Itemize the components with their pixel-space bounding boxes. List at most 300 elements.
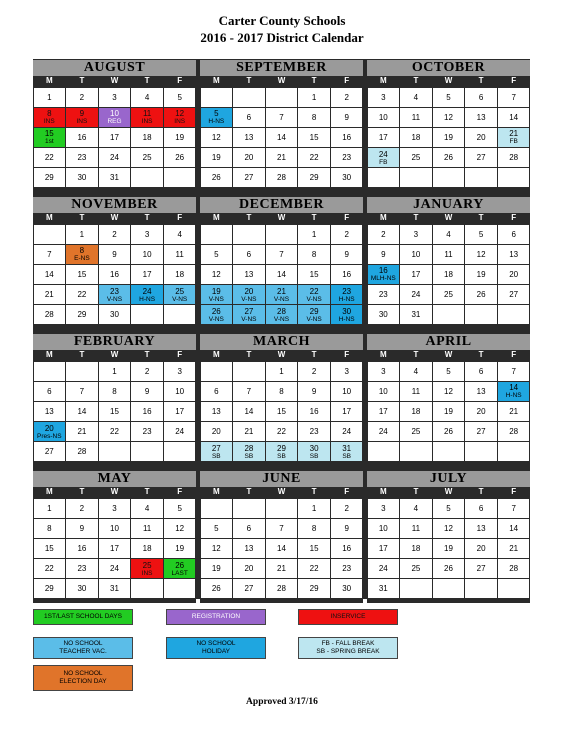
day-number: 5 <box>446 366 451 376</box>
day-number: 14 <box>77 406 87 416</box>
day-number: 16 <box>110 269 119 279</box>
day-cell <box>465 285 497 304</box>
day-number: 27 <box>44 447 54 457</box>
day-cell <box>233 245 265 264</box>
day-cell <box>400 539 432 558</box>
month-name: JULY <box>367 471 530 487</box>
day-number: 24 <box>110 153 119 163</box>
weekday-header: F <box>344 76 350 85</box>
day-cell <box>400 128 432 147</box>
weekday-header: F <box>177 487 183 496</box>
weekday-header: M <box>379 487 387 496</box>
day-code: H-NS <box>208 118 225 126</box>
day-cell <box>400 148 432 167</box>
weekday-header: W <box>444 487 453 496</box>
weekday-header: T <box>478 213 484 222</box>
weekday-header: W <box>444 213 453 222</box>
day-cell <box>498 245 530 264</box>
day-cell <box>233 402 265 421</box>
day-number: 18 <box>444 269 453 279</box>
day-cell <box>201 442 233 461</box>
day-number: 27 <box>244 173 254 183</box>
day-cell <box>66 499 98 518</box>
day-number: 28 <box>277 173 286 183</box>
day-number: 17 <box>411 269 421 279</box>
day-number: 14 <box>277 543 286 553</box>
day-number: 18 <box>411 543 421 553</box>
day-cell <box>298 285 330 304</box>
weekday-header: T <box>413 487 419 496</box>
day-number: 31 <box>342 443 352 453</box>
day-number: 25 <box>142 560 152 570</box>
day-number: 4 <box>413 92 419 102</box>
day-number: 30 <box>342 306 352 316</box>
day-cell <box>266 499 298 518</box>
day-cell <box>368 88 400 107</box>
month-name: AUGUST <box>33 60 196 76</box>
day-number: 22 <box>309 286 319 296</box>
day-cell <box>368 305 400 324</box>
day-code: V-NS <box>172 295 188 303</box>
day-cell <box>465 442 497 461</box>
day-number: 18 <box>411 132 421 142</box>
day-number: 6 <box>478 503 484 513</box>
day-cell <box>400 499 432 518</box>
day-cell <box>331 285 363 304</box>
day-number: 9 <box>112 249 117 259</box>
day-cell <box>331 108 363 127</box>
day-number: 27 <box>244 306 254 316</box>
calendar-grid <box>33 59 530 599</box>
day-cell <box>433 442 465 461</box>
day-number: 2 <box>79 92 85 102</box>
day-number: 25 <box>142 153 152 163</box>
day-cell <box>433 579 465 598</box>
day-cell <box>298 168 330 187</box>
day-cell <box>368 559 400 578</box>
day-number: 13 <box>244 269 254 279</box>
day-cell <box>400 422 432 441</box>
day-cell <box>331 402 363 421</box>
day-number: 5 <box>214 249 219 259</box>
weekday-header: W <box>110 350 119 359</box>
day-cell <box>400 559 432 578</box>
weekday-header: W <box>277 350 286 359</box>
day-number: 20 <box>476 132 486 142</box>
day-number: 14 <box>44 269 54 279</box>
day-number: 2 <box>311 366 317 376</box>
day-cell <box>99 579 131 598</box>
day-number: 13 <box>476 386 486 396</box>
day-cell <box>34 402 66 421</box>
day-cell <box>131 265 163 284</box>
day-number: 27 <box>211 443 221 453</box>
day-cell <box>131 148 163 167</box>
day-number: 19 <box>444 543 453 553</box>
day-number: 19 <box>175 132 185 142</box>
month-name: APRIL <box>367 334 530 350</box>
day-number: 10 <box>378 523 388 533</box>
day-cell <box>164 168 196 187</box>
day-cell <box>34 382 66 401</box>
day-cell <box>498 305 530 324</box>
weekday-header: W <box>110 76 119 85</box>
weekday-header: F <box>177 76 183 85</box>
day-cell <box>233 128 265 147</box>
day-cell <box>465 519 497 538</box>
day-cell <box>498 265 530 284</box>
day-cell <box>433 402 465 421</box>
day-number: 9 <box>79 109 85 119</box>
day-cell <box>131 402 163 421</box>
day-number: 22 <box>277 427 286 437</box>
day-cell <box>164 285 196 304</box>
day-number: 15 <box>110 406 119 416</box>
day-cell <box>298 362 330 381</box>
day-cell <box>498 559 530 578</box>
day-cell <box>34 88 66 107</box>
day-cell <box>164 519 196 538</box>
day-code: INS <box>141 118 153 126</box>
day-cell <box>233 519 265 538</box>
day-number: 9 <box>344 523 349 533</box>
day-number: 7 <box>279 523 284 533</box>
day-number: 26 <box>444 427 453 437</box>
day-number: 28 <box>77 447 87 457</box>
day-cell <box>99 519 131 538</box>
day-cell <box>99 539 131 558</box>
day-cell <box>266 88 298 107</box>
day-number: 12 <box>444 112 453 122</box>
weekday-header: T <box>246 76 252 85</box>
day-cell <box>34 499 66 518</box>
day-number: 4 <box>144 503 150 513</box>
day-cell <box>298 265 330 284</box>
day-cell <box>400 245 432 264</box>
legend-item-hol <box>166 637 266 659</box>
day-cell <box>99 362 131 381</box>
day-number: 14 <box>509 523 519 533</box>
day-cell <box>66 305 98 324</box>
day-number: 27 <box>476 427 486 437</box>
day-cell <box>465 422 497 441</box>
day-number: 15 <box>44 129 54 139</box>
day-number: 5 <box>177 92 182 102</box>
day-cell <box>465 579 497 598</box>
legend-label: NO SCHOOL <box>63 670 103 677</box>
weekday-header: F <box>511 350 517 359</box>
day-number: 26 <box>175 153 185 163</box>
day-cell <box>465 499 497 518</box>
weekday-header: T <box>478 350 484 359</box>
day-cell <box>131 285 163 304</box>
day-cell <box>131 499 163 518</box>
day-cell <box>433 168 465 187</box>
day-number: 13 <box>244 132 254 142</box>
day-cell <box>465 265 497 284</box>
day-cell <box>99 108 131 127</box>
month-october <box>367 59 530 192</box>
day-number: 28 <box>277 584 286 594</box>
day-cell <box>99 245 131 264</box>
day-number: 3 <box>381 503 386 513</box>
day-number: 23 <box>77 564 87 574</box>
day-number: 11 <box>142 109 152 119</box>
day-code: H-NS <box>338 315 355 323</box>
day-cell <box>34 539 66 558</box>
day-cell <box>266 245 298 264</box>
day-cell <box>298 442 330 461</box>
weekday-header: T <box>79 487 85 496</box>
day-cell <box>233 539 265 558</box>
day-cell <box>99 168 131 187</box>
day-number: 24 <box>378 149 388 159</box>
day-number: 6 <box>246 523 252 533</box>
day-number: 6 <box>214 386 219 396</box>
month-january <box>367 196 530 329</box>
weekday-header: W <box>110 487 119 496</box>
day-number: 18 <box>142 543 152 553</box>
day-cell <box>233 265 265 284</box>
day-cell <box>433 265 465 284</box>
day-cell <box>368 382 400 401</box>
day-cell <box>298 88 330 107</box>
day-number: 23 <box>342 564 352 574</box>
day-cell <box>331 442 363 461</box>
day-number: 1 <box>311 503 317 513</box>
day-number: 6 <box>511 229 516 239</box>
day-cell <box>66 245 98 264</box>
day-cell <box>368 499 400 518</box>
day-cell <box>99 422 131 441</box>
day-number: 26 <box>175 560 185 570</box>
day-cell <box>331 305 363 324</box>
day-number: 7 <box>511 92 516 102</box>
day-code: H-NS <box>505 392 522 400</box>
day-number: 9 <box>144 386 150 396</box>
day-cell <box>400 579 432 598</box>
day-cell <box>298 499 330 518</box>
day-cell <box>34 362 66 381</box>
day-number: 5 <box>446 92 451 102</box>
day-cell <box>298 519 330 538</box>
day-cell <box>400 88 432 107</box>
day-number: 13 <box>476 112 486 122</box>
weekday-header: M <box>45 487 53 496</box>
day-number: 7 <box>246 386 252 396</box>
weekday-header: T <box>311 350 317 359</box>
day-cell <box>131 168 163 187</box>
weekday-header: M <box>212 350 220 359</box>
day-number: 19 <box>211 564 221 574</box>
day-cell <box>266 519 298 538</box>
day-number: 23 <box>77 153 87 163</box>
day-number: 14 <box>277 269 286 279</box>
day-cell <box>433 539 465 558</box>
day-cell <box>465 305 497 324</box>
day-code: H-NS <box>338 295 355 303</box>
weekday-header: T <box>311 213 317 222</box>
day-number: 20 <box>509 269 519 279</box>
day-number: 30 <box>110 310 119 320</box>
day-number: 24 <box>411 290 421 300</box>
day-number: 10 <box>142 249 152 259</box>
day-cell <box>66 265 98 284</box>
day-code: E-NS <box>74 255 90 263</box>
month-november <box>33 196 196 329</box>
day-number: 10 <box>110 523 119 533</box>
day-cell <box>433 559 465 578</box>
day-cell <box>233 108 265 127</box>
day-cell <box>34 519 66 538</box>
day-cell <box>99 148 131 167</box>
day-cell <box>164 225 196 244</box>
day-code: INS <box>141 569 153 577</box>
day-cell <box>233 579 265 598</box>
day-number: 23 <box>142 427 152 437</box>
day-cell <box>164 148 196 167</box>
day-cell <box>368 539 400 558</box>
day-number: 31 <box>110 173 119 183</box>
day-cell <box>66 148 98 167</box>
day-number: 3 <box>381 92 386 102</box>
day-number: 27 <box>244 584 254 594</box>
day-cell <box>266 265 298 284</box>
day-cell <box>201 225 233 244</box>
day-number: 26 <box>211 306 221 316</box>
day-number: 21 <box>244 427 254 437</box>
legend-label: NO SCHOOL <box>63 640 103 647</box>
day-cell <box>131 88 163 107</box>
month-name: SEPTEMBER <box>200 60 363 76</box>
day-cell <box>368 108 400 127</box>
day-cell <box>368 148 400 167</box>
day-code: V-NS <box>273 295 290 303</box>
day-number: 1 <box>79 229 85 239</box>
day-cell <box>131 245 163 264</box>
weekday-header: W <box>277 76 286 85</box>
day-cell <box>99 499 131 518</box>
day-number: 24 <box>378 564 388 574</box>
day-cell <box>201 519 233 538</box>
day-number: 18 <box>175 269 185 279</box>
day-number: 26 <box>444 153 453 163</box>
day-number: 6 <box>246 112 252 122</box>
day-cell <box>498 88 530 107</box>
day-cell <box>201 88 233 107</box>
day-cell <box>331 265 363 284</box>
day-cell <box>233 499 265 518</box>
day-number: 8 <box>79 246 85 256</box>
day-cell <box>66 579 98 598</box>
day-cell <box>233 88 265 107</box>
day-cell <box>331 225 363 244</box>
day-code: LAST <box>171 569 188 577</box>
day-number: 2 <box>344 92 349 102</box>
day-cell <box>66 362 98 381</box>
day-number: 19 <box>175 543 185 553</box>
legend-item-first <box>33 609 133 625</box>
legend-label: NO SCHOOL <box>196 640 236 647</box>
day-cell <box>99 285 131 304</box>
day-number: 12 <box>211 543 221 553</box>
day-cell <box>400 265 432 284</box>
day-cell <box>433 499 465 518</box>
day-code: H-NS <box>139 295 156 303</box>
day-number: 3 <box>381 366 386 376</box>
weekday-header: T <box>144 213 150 222</box>
day-cell <box>498 285 530 304</box>
weekday-header: F <box>511 76 517 85</box>
day-cell <box>498 519 530 538</box>
day-number: 17 <box>342 406 352 416</box>
day-cell <box>331 362 363 381</box>
day-number: 6 <box>478 366 484 376</box>
day-cell <box>498 422 530 441</box>
day-number: 7 <box>279 112 284 122</box>
day-cell <box>233 382 265 401</box>
day-number: 14 <box>509 383 519 393</box>
day-cell <box>331 128 363 147</box>
day-number: 16 <box>142 406 152 416</box>
day-number: 23 <box>110 286 119 296</box>
weekday-header: F <box>344 487 350 496</box>
weekday-header: F <box>177 350 183 359</box>
day-code: INS <box>174 118 186 126</box>
day-number: 23 <box>342 153 352 163</box>
day-cell <box>233 442 265 461</box>
day-cell <box>400 519 432 538</box>
day-number: 28 <box>244 443 254 453</box>
day-cell <box>498 225 530 244</box>
day-number: 27 <box>476 564 486 574</box>
legend-label: ELECTION DAY <box>59 678 107 685</box>
weekday-header: F <box>511 487 517 496</box>
day-number: 14 <box>277 132 286 142</box>
day-cell <box>131 422 163 441</box>
day-number: 21 <box>44 290 54 300</box>
day-number: 16 <box>342 269 352 279</box>
day-cell <box>164 579 196 598</box>
day-cell <box>331 168 363 187</box>
weekday-header: M <box>379 76 387 85</box>
day-cell <box>164 362 196 381</box>
day-cell <box>465 245 497 264</box>
day-number: 23 <box>309 427 319 437</box>
day-cell <box>66 88 98 107</box>
weekday-header: T <box>478 76 484 85</box>
day-number: 20 <box>244 564 254 574</box>
day-cell <box>201 168 233 187</box>
day-number: 10 <box>342 386 352 396</box>
day-number: 30 <box>342 173 352 183</box>
legend-item-ins <box>298 609 398 625</box>
day-cell <box>266 305 298 324</box>
day-cell <box>164 108 196 127</box>
day-number: 1 <box>279 366 284 376</box>
day-number: 1 <box>47 92 52 102</box>
day-cell <box>66 539 98 558</box>
day-cell <box>433 88 465 107</box>
day-cell <box>498 539 530 558</box>
day-cell <box>233 362 265 381</box>
day-cell <box>298 382 330 401</box>
day-code: INS <box>76 118 88 126</box>
day-number: 15 <box>44 543 54 553</box>
day-code: Pres-NS <box>37 432 62 440</box>
day-cell <box>164 442 196 461</box>
day-number: 29 <box>309 173 319 183</box>
